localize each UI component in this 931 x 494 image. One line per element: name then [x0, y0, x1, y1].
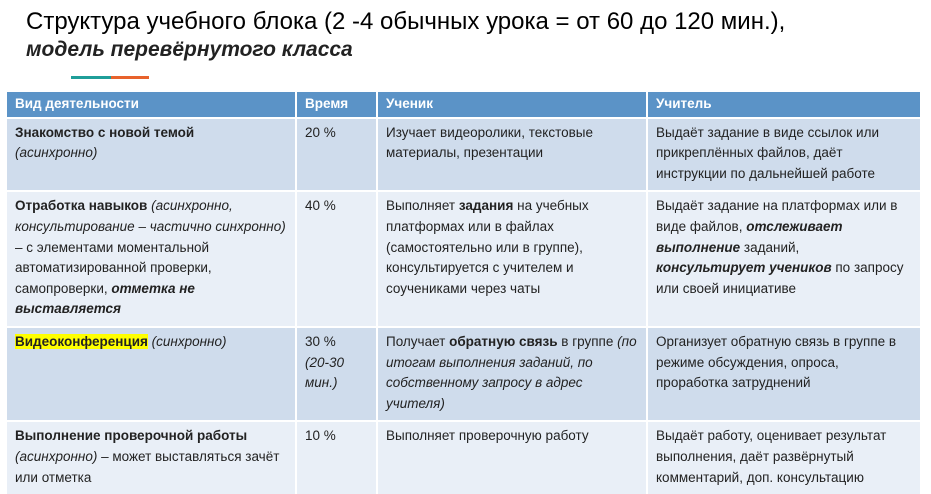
activity-text: – с элементами моментальной автоматизированной проверки, самопроверки,	[15, 239, 212, 296]
teacher-emphasis: отслеживает выполнение	[656, 218, 843, 255]
teacher-text: Выдаёт задание на платформах или в виде файлов,	[656, 198, 898, 234]
header-time: Время	[296, 92, 377, 118]
student-text: Получает	[386, 333, 446, 349]
activity-cell	[7, 191, 296, 327]
time-cell: 20 %	[296, 118, 377, 192]
teacher-text: заданий,	[743, 239, 800, 255]
page-title: Структура учебного блока (2 -4 обычных урока = от 60 до 120 мин.),	[26, 8, 786, 35]
table-row	[7, 421, 921, 494]
activity-text: – может выставляться зачёт или отметка	[15, 448, 280, 485]
activity-emphasis: отметка не выставляется	[15, 280, 195, 317]
time-cell: 10 %	[296, 421, 377, 494]
student-cell	[377, 191, 647, 327]
student-cell: Изучает видеоролики, текстовые материалы, презентации	[377, 118, 647, 192]
table-header-row	[7, 92, 921, 118]
accent-line-teal	[71, 76, 111, 79]
activity-mode: (синхронно)	[151, 333, 227, 349]
activity-mode: (асинхронно)	[15, 145, 98, 161]
time-note: (20-30 мин.)	[305, 354, 345, 391]
student-cell: Выполняет проверочную работу	[377, 421, 647, 494]
activity-mode: (асинхронно)	[15, 448, 98, 464]
time-cell	[296, 327, 377, 421]
table-row	[7, 191, 921, 327]
activity-name: Знакомство с новой темой	[15, 124, 195, 140]
teacher-cell: Выдаёт работу, оценивает результат выполнения, даёт развёрнутый комментарий, доп. консультацию	[647, 421, 921, 494]
teacher-emphasis: консультирует учеников	[656, 260, 832, 276]
accent-line-orange	[111, 76, 149, 79]
teacher-cell: Выдаёт задание в виде ссылок или прикреплённых файлов, даёт инструкции по дальнейшей работе	[647, 118, 921, 192]
activity-name-highlighted: Видеоконференция	[15, 333, 148, 349]
student-note: (по итогам выполнения заданий, по собственному запросу в адрес учителя)	[386, 333, 637, 411]
time-cell: 40 %	[296, 191, 377, 327]
header-student: Ученик	[377, 92, 647, 118]
activity-cell	[7, 118, 296, 192]
table-row	[7, 118, 921, 192]
teacher-text: по запросу или своей инициативе	[656, 260, 904, 296]
activity-cell	[7, 421, 296, 494]
activity-name: Выполнение проверочной работы	[15, 428, 248, 444]
table-row	[7, 327, 921, 421]
lesson-structure-table	[7, 92, 922, 494]
activity-cell	[7, 327, 296, 421]
teacher-cell	[647, 191, 921, 327]
activity-name: Отработка навыков	[15, 198, 148, 214]
student-text: Выполняет	[386, 198, 456, 214]
time-value: 30 %	[305, 333, 336, 349]
student-text: в группе	[561, 333, 614, 349]
student-bold: обратную связь	[449, 333, 558, 349]
header-activity: Вид деятельности	[7, 92, 296, 118]
teacher-cell: Организует обратную связь в группе в режиме обсуждения, опроса, проработка затруднений	[647, 327, 921, 421]
header-teacher: Учитель	[647, 92, 921, 118]
student-cell	[377, 327, 647, 421]
page-subtitle: модель перевёрнутого класса	[26, 38, 353, 61]
activity-mode: (асинхронно, консультирование – частично синхронно)	[15, 198, 286, 234]
student-bold: задания	[458, 198, 514, 214]
student-text: на учебных платформах или в файлах (самостоятельно или в группе), консультируется с учителем и соучениками через чаты	[386, 198, 589, 296]
